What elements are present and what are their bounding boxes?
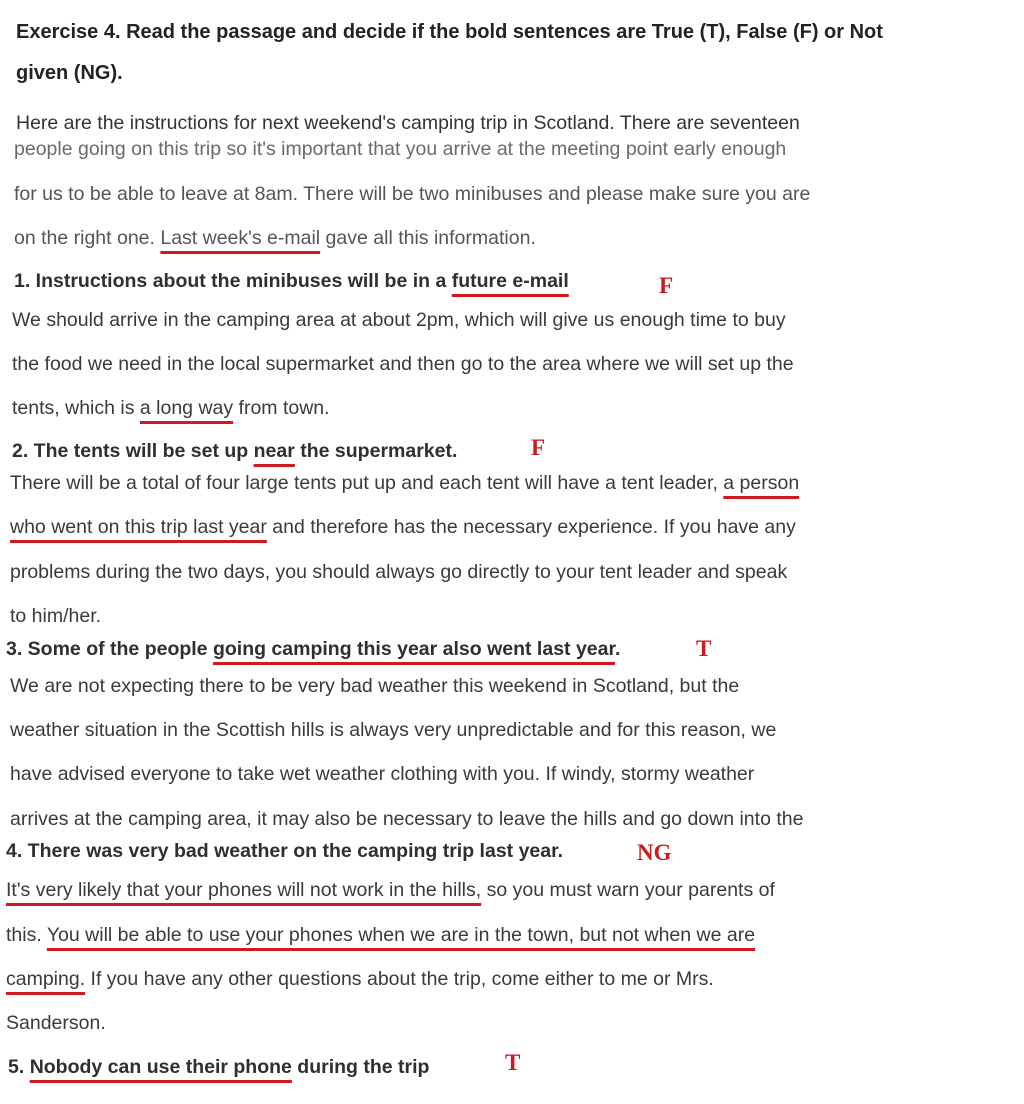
paragraph1-line1: Here are the instructions for next weekend's camping trip in Scotland. There are seventeen [16, 112, 800, 134]
question-2-post: the supermarket. [294, 440, 458, 462]
question-5 [8, 1054, 429, 1080]
paragraph5-line2 [6, 922, 755, 948]
underline-camping: camping. [6, 968, 86, 990]
paragraph1-line4 [14, 225, 536, 251]
paragraph2-line2: the food we need in the local supermarket and then go to the area where we will set up the [12, 353, 794, 375]
underline-nobody-can-use: Nobody can use their phone [29, 1056, 292, 1078]
answer-2: F [531, 435, 546, 460]
underline-a-person: a person [723, 472, 800, 494]
paragraph5-line1-post: so you must warn your parents of [481, 879, 775, 901]
question-1-pre: 1. Instructions about the minibuses will be in a [14, 270, 452, 292]
paragraph3-line1 [10, 470, 799, 496]
question-2-pre: 2. The tents will be set up [12, 440, 254, 462]
paragraph1-line4-pre: on the right one. [14, 227, 161, 249]
paragraph5-line2-pre: this. [6, 924, 47, 946]
question-4: 4. There was very bad weather on the camping trip last year. [6, 840, 564, 862]
exercise-title-line1: Exercise 4. Read the passage and decide if the bold sentences are True (T), False (F) or Not [16, 21, 883, 43]
paragraph3-line1-pre: There will be a total of four large tents put up and each tent will have a tent leader, [10, 472, 724, 494]
answer-5: T [505, 1050, 521, 1075]
paragraph4-line4: arrives at the camping area, it may also be necessary to leave the hills and go down into the [10, 808, 804, 830]
answer-3: T [696, 636, 712, 661]
underline-last-weeks-email: Last week's e-mail [160, 227, 321, 249]
question-3 [6, 636, 620, 662]
underline-use-phones-in-town: You will be able to use your phones when we are in the town, but not when we are [46, 924, 756, 946]
paragraph1-line4-post: gave all this information. [320, 227, 536, 249]
exercise-title-line2: given (NG). [16, 62, 123, 84]
underline-going-camping-this-year: going camping this year also went last year [212, 638, 615, 660]
answer-1: F [659, 273, 674, 298]
underline-near: near [253, 440, 295, 462]
underline-phones-not-work: It's very likely that your phones will not work in the hills, [6, 879, 482, 901]
paragraph2-line3-pre: tents, which is [12, 397, 140, 419]
paragraph3-line2-post: and therefore has the necessary experience. If you have any [266, 516, 796, 538]
paragraph1-line3: for us to be able to leave at 8am. There will be two minibuses and please make sure you are [14, 183, 811, 205]
question-3-post: . [615, 638, 621, 660]
paragraph2-line3 [12, 395, 330, 421]
paragraph5-line3 [6, 966, 714, 992]
paragraph3-line4: to him/her. [10, 605, 102, 627]
question-1 [14, 268, 569, 294]
question-3-pre: 3. Some of the people [6, 638, 213, 660]
paragraph3-line3: problems during the two days, you should always go directly to your tent leader and speak [10, 561, 788, 583]
answer-4: NG [637, 840, 672, 865]
paragraph3-line2 [10, 514, 796, 540]
paragraph5-line3-post: If you have any other questions about the trip, come either to me or Mrs. [85, 968, 714, 990]
underline-future-email: future e-mail [451, 270, 569, 292]
question-5-pre: 5. [8, 1056, 30, 1078]
paragraph2-line1: We should arrive in the camping area at about 2pm, which will give us enough time to buy [12, 309, 786, 331]
question-5-post: during the trip [291, 1056, 430, 1078]
paragraph5-line4: Sanderson. [6, 1012, 106, 1034]
question-2 [12, 438, 457, 464]
paragraph4-line1: We are not expecting there to be very bad weather this weekend in Scotland, but the [10, 675, 740, 697]
paragraph4-line2: weather situation in the Scottish hills is always very unpredictable and for this reason, we [10, 719, 777, 741]
paragraph1-line2: people going on this trip so it's important that you arrive at the meeting point early enough [14, 138, 787, 160]
paragraph5-line1 [6, 877, 775, 903]
underline-a-long-way: a long way [139, 397, 234, 419]
paragraph2-line3-post: from town. [233, 397, 330, 419]
paragraph4-line3: have advised everyone to take wet weather clothing with you. If windy, stormy weather [10, 763, 755, 785]
underline-who-went-last-year: who went on this trip last year [10, 516, 267, 538]
